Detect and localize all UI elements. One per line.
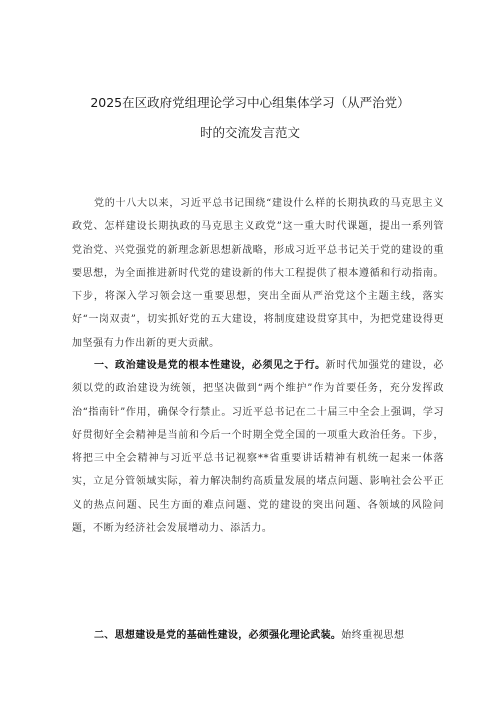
section1-body: 新时代加强党的建设，必须以党的政治建设为统领，把坚决做到“两个维护”作为首要任务，充分发挥政治“指南针”作用，确保令行禁止。习近平总书记在二十届三中全会上强调，学习好贯彻好全会精神是当前和今后一个时期全党全国的一项重大政治任务。下步，将把三中全会精神与习近平总书记视察**省重要讲话精神有机统一起来一体落实，立足分管领域实际，着力解决制约高质量发展的堵点问题、影响社会公平正义的热点问题、民生方面的难点问题、党的建设的突出问题、各领域的风险问题，不断为经济社会发展增动力、添活力。 — [72, 360, 444, 535]
document-title-line1: 2025在区政府党组理论学习中心组集体学习（从严治党） — [90, 95, 410, 110]
intro-paragraph: 党的十八大以来，习近平总书记围绕“建设什么样的长期执政的马克思主义政党、怎样建设长期执政的马克思主义政党”这一重大时代课题，提出一系列管党治党、兴党强党的新理念新思想新战略，形成习近平总书记关于党的建设的重要思想，为全面推进新时代党的建设新的伟大工程提供了根本遵循和行动指南。下步，将深入学习领会这一重要思想，突出全面从严治党这个主题主线，落实好“一岗双责”，切实抓好党的五大建设，将制度建设贯穿其中，为把党建设得更加坚强有力作出新的更大贡献。 — [72, 198, 444, 349]
section2-paragraph — [72, 624, 444, 647]
section2-heading: 二、思想建设是党的基础性建设，必须强化理论武装。 — [94, 630, 342, 641]
document-title-line2: 时的交流发言范文 — [199, 125, 300, 140]
section1-paragraph — [72, 354, 444, 540]
section1-heading: 一、政治建设是党的根本性建设，必须见之于行。 — [94, 360, 326, 371]
section2-body: 始终重视思想 — [341, 630, 405, 641]
